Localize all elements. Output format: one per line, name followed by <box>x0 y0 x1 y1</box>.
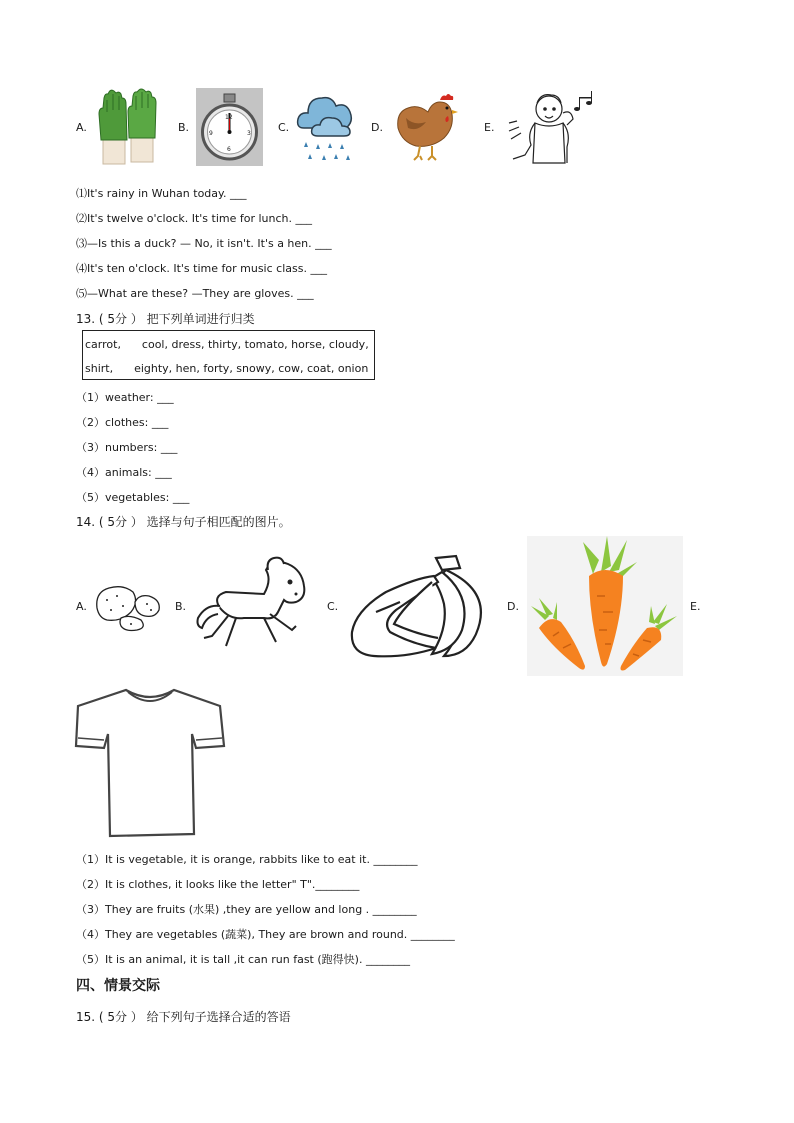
svg-text:6: 6 <box>227 146 231 153</box>
q14-sentence-3: （3）They are fruits (水果) ,they are yellow and long . ________ <box>76 903 417 916</box>
q13-item-5: （5）vegetables: ___ <box>76 491 190 504</box>
potatoes-icon <box>93 580 165 632</box>
option-letter-b: B. <box>175 600 187 613</box>
q12-sentence-2: ⑵It's twelve o'clock. It's time for lunch. ___ <box>76 212 313 225</box>
q14-sentence-2: （2）It is clothes, it looks like the letter" T".________ <box>76 878 360 891</box>
q14-sentence-4: （4）They are vegetables (蔬菜), They are brown and round. ________ <box>76 928 455 941</box>
q14-title: 14. ( 5分 ） 选择与句子相匹配的图片。 <box>76 515 291 529</box>
q12-sentence-5: ⑸—What are these? —They are gloves. ___ <box>76 287 314 300</box>
q13-item-2: （2）clothes: ___ <box>76 416 169 429</box>
q13-word-box-line-2: shirt, eighty, hen, forty, snowy, cow, coat, onion <box>85 362 369 375</box>
option-letter-a: A. <box>76 121 87 134</box>
option-letter-c: C. <box>278 121 290 134</box>
q12-sentence-1: ⑴It's rainy in Wuhan today. ___ <box>76 187 247 200</box>
option-letter-d: D. <box>371 121 383 134</box>
hen-icon <box>392 92 460 162</box>
option-letter-b: B. <box>178 121 190 134</box>
q15-title: 15. ( 5分 ） 给下列句子选择合适的答语 <box>76 1010 291 1024</box>
carrots-icon <box>527 536 683 676</box>
q14-sentence-5: （5）It is an animal, it is tall ,it can run fast (跑得快). ________ <box>76 953 410 966</box>
option-letter-e: E. <box>690 600 701 613</box>
stopwatch-icon <box>196 88 263 166</box>
t-shirt-icon <box>74 686 226 838</box>
singing-boy-icon <box>505 89 597 165</box>
section-heading: 四、情景交际 <box>76 978 160 994</box>
q13-item-4: （4）animals: ___ <box>76 466 172 479</box>
q13-item-3: （3）numbers: ___ <box>76 441 178 454</box>
q13-item-1: （1）weather: ___ <box>76 391 174 404</box>
option-letter-c: C. <box>327 600 339 613</box>
horse-icon <box>192 556 310 653</box>
gloves-icon <box>95 88 165 166</box>
q14-sentence-1: （1）It is vegetable, it is orange, rabbits like to eat it. ________ <box>76 853 418 866</box>
option-letter-d: D. <box>507 600 519 613</box>
bananas-icon <box>346 552 498 660</box>
option-letter-e: E. <box>484 121 495 134</box>
option-letter-a: A. <box>76 600 87 613</box>
svg-text:3: 3 <box>247 130 251 137</box>
q12-sentence-3: ⑶—Is this a duck? — No, it isn't. It's a hen. ___ <box>76 237 332 250</box>
q13-word-box <box>82 330 375 380</box>
svg-text:12: 12 <box>225 114 233 121</box>
q13-word-box-line-1: carrot, cool, dress, thirty, tomato, horse, cloudy, <box>85 338 369 351</box>
q13-title: 13. ( 5分 ） 把下列单词进行归类 <box>76 312 255 326</box>
svg-text:9: 9 <box>209 130 213 137</box>
q12-sentence-4: ⑷It's ten o'clock. It's time for music class. ___ <box>76 262 327 275</box>
rain-cloud-icon <box>296 88 354 166</box>
